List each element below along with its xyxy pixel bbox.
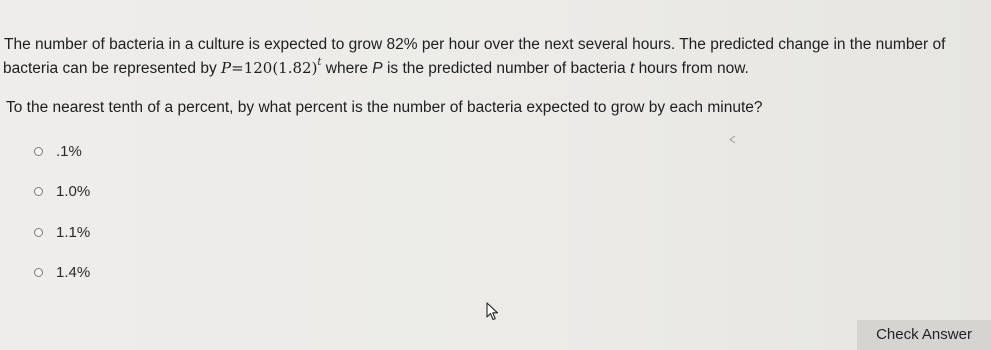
mouse-pointer-icon (486, 302, 500, 322)
question-text-line-1: The number of bacteria in a culture is expected to grow 82% per hour over the next several hours. The predicted change in the number of (4, 36, 946, 53)
answer-option[interactable] (34, 181, 90, 201)
question-prompt: To the nearest tenth of a percent, by what percent is the number of bacteria expected to grow by each minute? (6, 99, 763, 116)
question-text-suffix: hours from now. (638, 60, 749, 77)
answer-option-label: 1.1% (56, 223, 91, 241)
small-mark-icon (728, 135, 737, 144)
radio-button[interactable] (34, 268, 43, 277)
question-text-prefix: bacteria can be represented by (3, 60, 217, 77)
answer-option[interactable] (34, 262, 90, 282)
answer-option[interactable] (34, 141, 82, 161)
question-text-middle: is the predicted number of bacteria (386, 60, 626, 77)
formula-exponent: t (317, 57, 322, 68)
answer-option[interactable] (34, 222, 90, 242)
answer-option-label: .1% (56, 142, 82, 160)
formula-lhs: P (221, 59, 232, 77)
question-text-where: where (325, 60, 368, 77)
check-answer-button[interactable]: Check Answer (857, 320, 991, 350)
formula-coefficient: 120(1.82) (243, 59, 318, 77)
answer-option-label: 1.4% (56, 263, 91, 281)
variable-p: P (372, 60, 383, 77)
radio-button[interactable] (34, 147, 43, 156)
question-text-line-2 (3, 58, 749, 79)
variable-t: t (629, 60, 635, 77)
radio-button[interactable] (34, 187, 43, 196)
answer-option-label: 1.0% (56, 182, 91, 200)
growth-formula (221, 59, 321, 77)
radio-button[interactable] (34, 228, 43, 237)
formula-equals: = (231, 59, 244, 77)
